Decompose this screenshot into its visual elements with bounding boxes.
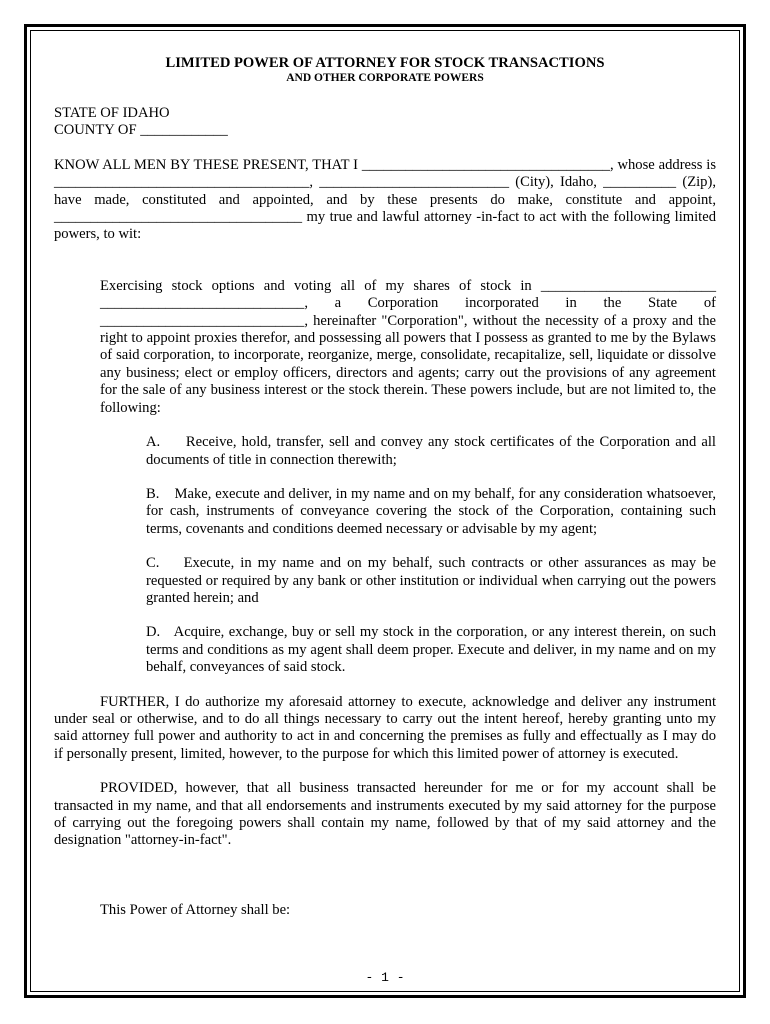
further-paragraph: FURTHER, I do authorize my aforesaid attorney to execute, acknowledge and deliver any instrument under seal or otherwise, and to do all things necessary to carry out the intent hereof, hereby granting unto my said attorney full power and authority to act in and concerning the premises as fully and effectually as I may do if personally present, limited, however, to the purpose for which this limited power of attorney is executed.	[54, 693, 716, 762]
item-c: C. Execute, in my name and on my behalf, such contracts or other assurances as may be requested or required by any bank or other institution or individual when carrying out the powers granted herein; and	[146, 555, 716, 606]
know-all-paragraph: KNOW ALL MEN BY THESE PRESENT, THAT I __________________________________, whose address is ___________________________________, __________________________ (City), Idaho, __________ (Zip), have made, constituted and appointed, and by these presents do make, constitute and appoint, __________________________________ my true and lawful attorney -in-fact to act with the following limited powers, to wit:	[54, 156, 716, 243]
item-a: A. Receive, hold, transfer, sell and convey any stock certificates of the Corporation and all documents of title in connection therewith;	[146, 434, 716, 468]
item-d: D. Acquire, exchange, buy or sell my stock in the corporation, or any interest therein, on such terms and conditions as my agent shall deem proper. Execute and deliver, in my name and on my behalf, conveyances of said stock.	[146, 624, 716, 676]
document-body	[54, 55, 716, 919]
shall-be-line: This Power of Attorney shall be:	[100, 901, 291, 918]
exercising-paragraph: Exercising stock options and voting all of my shares of stock in ________________________ ____________________________, a Corporation incorporated in the State of ____________________________, hereinafter "Corporation", without the necessity of a proxy and the right to appoint proxies therefor, and possessing all powers that I possess as granted to me by the Bylaws of said corporation, to incorporate, reorganize, merge, consolidate, recapitalize, sell, liquidate or dissolve any business; elect or employ officers, directors and agents; carry out the provisions of any agreement for the sale of any business interest or the stock therein. These powers include, but are not limited to, the following:	[100, 277, 716, 416]
state-line: STATE OF IDAHO	[54, 105, 170, 121]
document-title: LIMITED POWER OF ATTORNEY FOR STOCK TRANSACTIONS	[165, 55, 605, 71]
item-b: B. Make, execute and deliver, in my name and on my behalf, for any consideration whatsoever, for cash, instruments of conveyance covering the stock of the Corporation, containing such terms, covenants and conditions deemed necessary or advisable by my agent;	[146, 485, 716, 537]
provided-paragraph: PROVIDED, however, that all business transacted hereunder for me or for my account shall be transacted in my name, and that all endorsements and instruments executed by my said attorney for the purpose of carrying out the foregoing powers shall contain my name, followed by that of my said attorney and the designation "attorney-in-fact".	[54, 780, 716, 849]
county-line: COUNTY OF ____________	[54, 122, 228, 139]
document-subtitle: AND OTHER CORPORATE POWERS	[286, 72, 484, 84]
page-number: - 1 -	[365, 970, 405, 985]
